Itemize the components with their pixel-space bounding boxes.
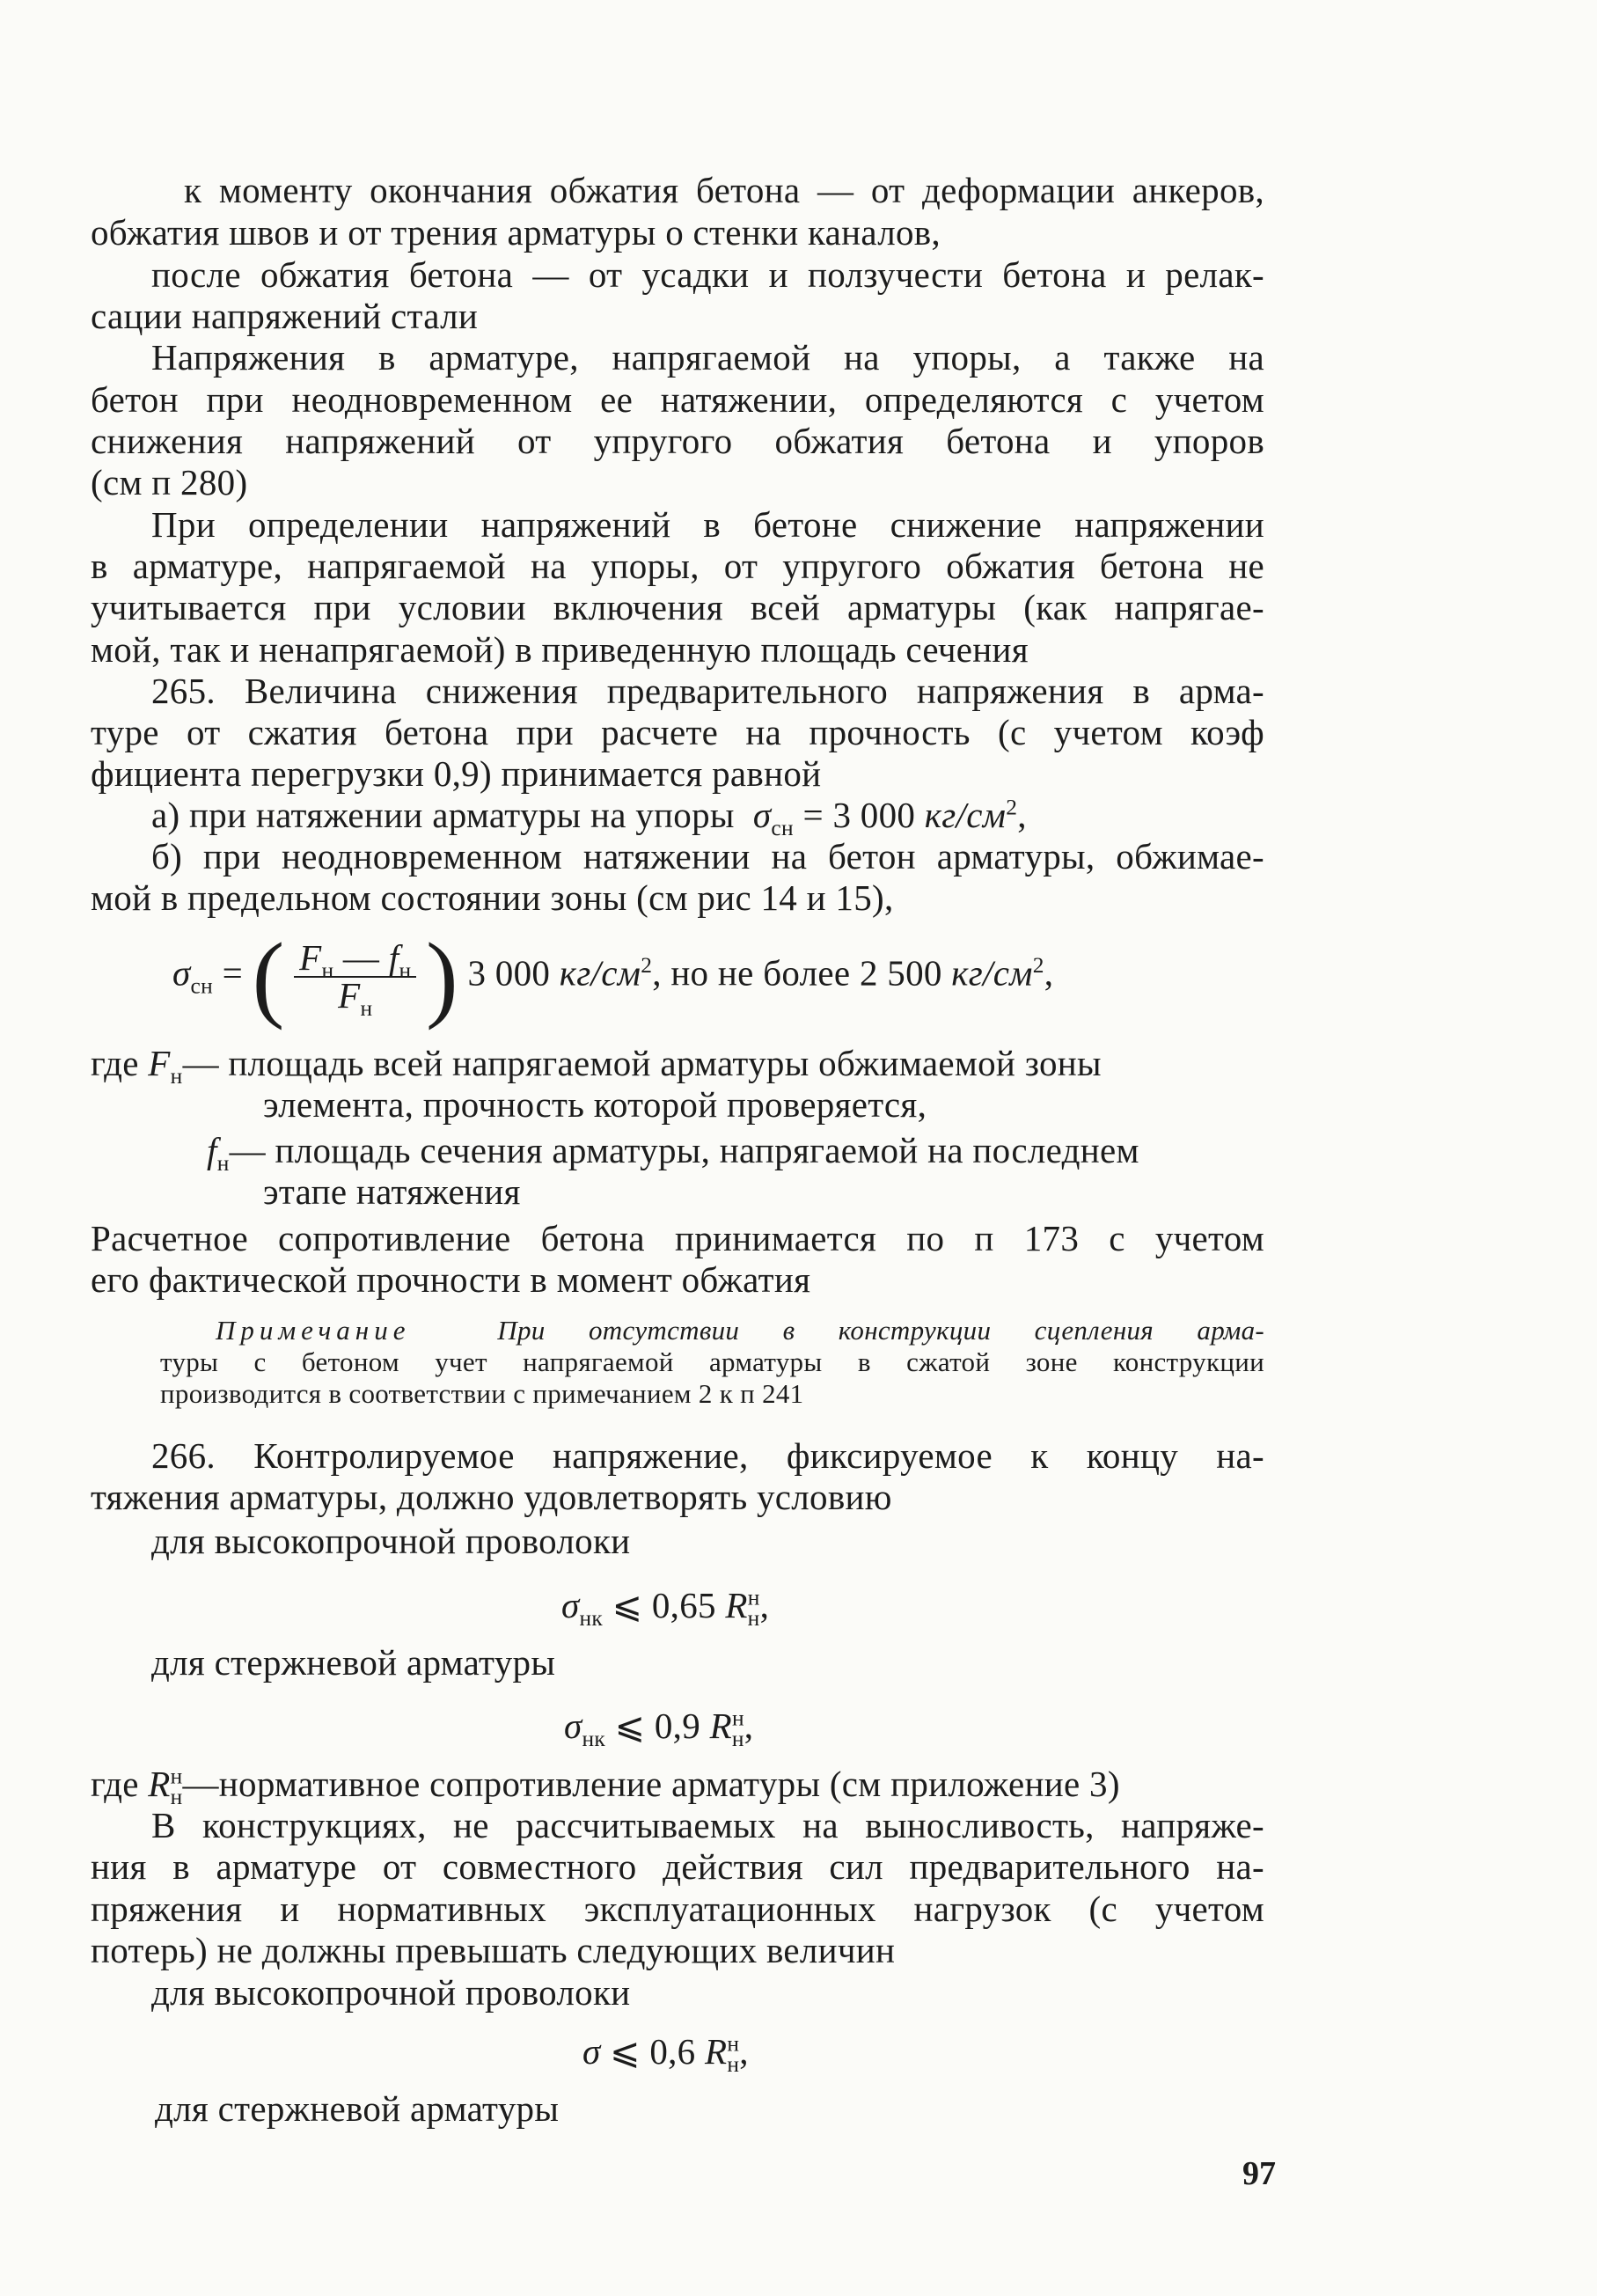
text-line: ния в арматуре от совместного действия сил предварительного на-	[91, 1846, 1264, 1887]
text-line: В конструкциях, не рассчитываемых на выносливость, напряже-	[151, 1805, 1264, 1845]
page-number: 97	[1242, 2155, 1276, 2192]
formula-wire-limit: σ ⩽ 0,6 $R^н_н$,	[582, 2031, 749, 2078]
item-a-line: а) при натяжении арматуры на упоры $\sigma_{сн} = 3$ 000 $кг/см^2$,	[151, 795, 1027, 841]
definition-F-cont: элемента, прочность которой проверяется,	[263, 1084, 927, 1125]
text-line: после обжатия бетона — от усадки и ползучести бетона и релак-	[151, 254, 1264, 295]
text-line: При определении напряжений в бетоне снижение напряжении	[151, 504, 1264, 545]
text-line: бетон при неодновременном ее натяжении, определяются с учетом	[91, 379, 1264, 420]
note-line: Примечание При отсутствии в конструкции сцепления арма-	[216, 1315, 1264, 1346]
definition-R: где $R^н_н—нормативное$ сопротивление арматуры (см приложение 3)	[91, 1764, 1120, 1810]
text-line: фициента перегрузки 0,9) принимается равной	[91, 753, 822, 794]
section-266-line: 266. Контролируемое напряжение, фиксируемое к концу на-	[151, 1435, 1264, 1476]
formula-sigma-sn: $\sigma_{сн}$ = ( $\frac{F_н — f_н}{F_н}$ ) 3 000 $кг/см^2$, но не более 2 500 $кг/см^2$,	[172, 923, 1054, 1031]
item-b-line: б) при неодновременном натяжении на бетон арматуры, обжимае-	[151, 836, 1264, 877]
definition-f: $f_н—$ площадь сечения арматуры, напрягаемой на последнем	[207, 1130, 1139, 1177]
text-line: Расчетное сопротивление бетона принимается по п 173 с учетом	[91, 1218, 1264, 1258]
text-line: мой в предельном состоянии зоны (см рис 14 и 15),	[91, 877, 894, 918]
text-line: его фактической прочности в момент обжатия	[91, 1259, 811, 1300]
text-line: в арматуре, напрягаемой на упоры, от упругого обжатия бетона не	[91, 546, 1264, 586]
text-line: для стержневой арматуры	[151, 1642, 556, 1683]
definition-F: где $F_н—$ площадь всей напрягаемой арматуры обжимаемой зоны	[91, 1043, 1102, 1089]
text-line: туре от сжатия бетона при расчете на прочность (с учетом коэф	[91, 712, 1264, 752]
note-line: производится в соответствии с примечанием 2 к п 241	[160, 1378, 804, 1409]
text-line: потерь) не должны превышать следующих величин	[91, 1930, 896, 1970]
text-line: для высокопрочной проволоки	[151, 1521, 631, 1561]
text-line: пряжения и нормативных эксплуатационных нагрузок (с учетом	[91, 1889, 1264, 1929]
text-line: для высокопрочной проволоки	[151, 1972, 631, 2013]
text-line: снижения напряжений от упругого обжатия бетона и упоров	[91, 421, 1264, 461]
text-line: сации напряжений стали	[91, 296, 479, 336]
text-line: тяжения арматуры, должно удовлетворять условию	[91, 1477, 892, 1517]
fraction: $\frac{F_н — f_н}{F_н}$	[294, 940, 416, 1014]
text-line: обжатия швов и от трения арматуры о стенки каналов,	[91, 212, 941, 253]
section-265-line: 265. Величина снижения предварительного напряжения в арма-	[151, 671, 1264, 711]
text-line: учитывается при условии включения всей арматуры (как напрягае-	[91, 587, 1264, 627]
text-line: для стержневой арматуры	[155, 2088, 560, 2129]
text-line: (см п 280)	[91, 462, 248, 502]
formula-wire: $\sigma_{нк}$ ⩽ 0,65 $R^н_н$,	[561, 1585, 770, 1632]
formula-rod: $\sigma_{нк}$ ⩽ 0,9 $R^н_н$,	[564, 1705, 754, 1752]
text-line: мой, так и ненапрягаемой) в приведенную площадь сечения	[91, 629, 1029, 670]
note-line: туры с бетоном учет напрягаемой арматуры в сжатой зоне конструкции	[160, 1346, 1264, 1377]
definition-f-cont: этапе натяжения	[263, 1171, 521, 1212]
text-line: к моменту окончания обжатия бетона — от деформации анкеров,	[184, 170, 1264, 210]
text-line: Напряжения в арматуре, напрягаемой на упоры, а также на	[151, 337, 1264, 378]
